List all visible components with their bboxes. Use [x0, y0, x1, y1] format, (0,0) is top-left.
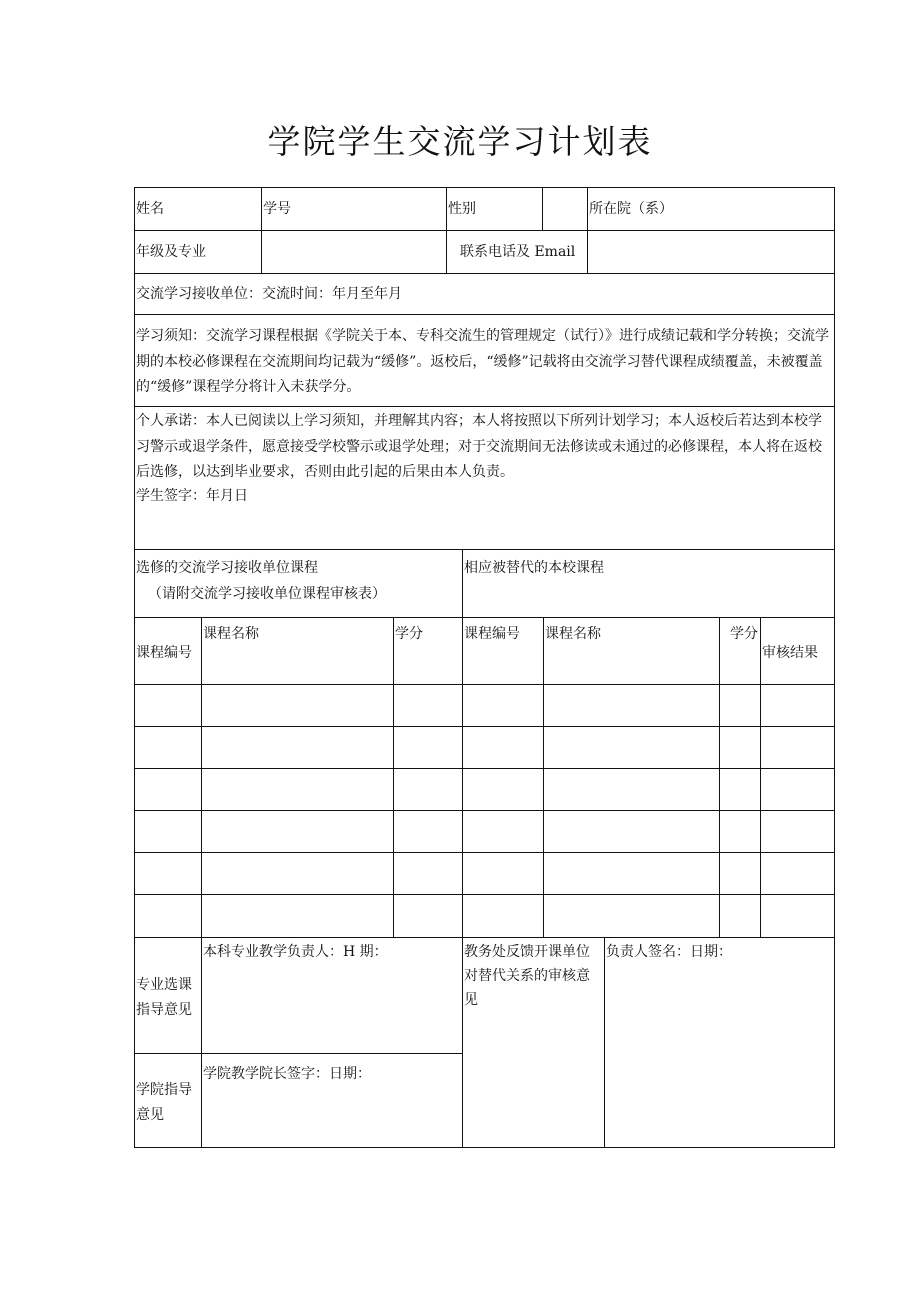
rule: [134, 810, 835, 811]
rule: [719, 617, 720, 937]
rule: [134, 549, 835, 550]
name-label: 姓名: [136, 201, 164, 217]
rule: [604, 937, 605, 1147]
rule: [134, 937, 835, 938]
col-course-name: 课程名称: [203, 626, 259, 642]
college-opinion-label-2: 意见: [136, 1107, 164, 1123]
rule: [134, 617, 835, 618]
elective-courses-header: 选修的交流学习接收单位课程: [136, 560, 318, 576]
rule: [587, 187, 588, 273]
office-opinion-label-2: 对替代关系的审核意: [464, 968, 590, 984]
rule: [393, 617, 394, 937]
rule: [201, 617, 202, 1147]
office-opinion-label-3: 见: [464, 992, 478, 1008]
col-review-result: 审核结果: [762, 645, 818, 661]
col-course-code-2: 课程编号: [464, 626, 520, 642]
rule: [462, 549, 463, 1147]
rule: [134, 852, 835, 853]
personal-pledge: 个人承诺：本人已阅读以上学习须知，并理解其内容；本人将按照以下所列计划学习；本人返校后若达到本校学习警示或退学条件，愿意接受学校警示或退学处理；对于交流期间无法修读或未通过的必修课程，本人将在返校后选修，以达到毕业要求，否则由此引起的后果由本人负责。: [136, 413, 822, 480]
rule: [134, 1147, 835, 1148]
replaced-courses-header: 相应被替代的本校课程: [464, 560, 604, 576]
rule: [134, 230, 835, 231]
college-label: 所在院（系）: [589, 201, 673, 217]
rule: [134, 768, 835, 769]
col-course-code: 课程编号: [136, 645, 192, 661]
contact-label: 联系电话及 Email: [460, 244, 576, 260]
study-notice: 学习须知：交流学习课程根据《学院关于本、专科交流生的管理规定（试行）》进行成绩记载和学分转换；交流学期的本校必修课程在交流期间均记载为“缓修”。返校后，“缓修”记载将由交流学习替代课程成绩覆盖，未被覆盖的“缓修”课程学分将计入未获学分。: [136, 328, 829, 395]
major-opinion-label: 专业选课: [136, 977, 192, 993]
rule: [542, 187, 543, 230]
student-id-label: 学号: [263, 201, 291, 217]
college-dean-signature: 学院教学院长签字：日期：: [203, 1066, 371, 1082]
rule: [134, 726, 835, 727]
rule: [134, 1053, 462, 1054]
rule: [134, 273, 835, 274]
rule: [543, 617, 544, 937]
major-head-signature: 本科专业教学负责人：H 期：: [203, 944, 388, 960]
rule: [834, 187, 835, 1148]
office-head-signature: 负责人签名：日期：: [606, 944, 732, 960]
college-opinion-label: 学院指导: [136, 1082, 192, 1098]
rule: [134, 314, 835, 315]
rule: [446, 187, 447, 273]
col-credit: 学分: [395, 626, 423, 642]
rule: [134, 684, 835, 685]
rule: [134, 187, 135, 1148]
gender-label: 性别: [448, 201, 476, 217]
student-signature-label: 学生签字：年月日: [136, 488, 248, 504]
col-credit-2: 学分: [730, 626, 758, 642]
rule: [261, 187, 262, 273]
col-course-name-2: 课程名称: [545, 626, 601, 642]
exchange-unit-time-label: 交流学习接收单位：交流时间：年月至年月: [136, 286, 402, 302]
office-opinion-label: 教务处反馈开课单位: [464, 944, 590, 960]
grade-major-label: 年级及专业: [136, 244, 206, 260]
rule: [760, 617, 761, 937]
page-title: 学院学生交流学习计划表: [267, 122, 653, 161]
rule: [134, 187, 835, 188]
rule: [134, 894, 835, 895]
plan-form-table: [134, 187, 835, 1148]
rule: [134, 406, 835, 407]
major-opinion-label-2: 指导意见: [136, 1002, 192, 1018]
elective-courses-note: （请附交流学习接收单位课程审核表）: [148, 586, 386, 602]
